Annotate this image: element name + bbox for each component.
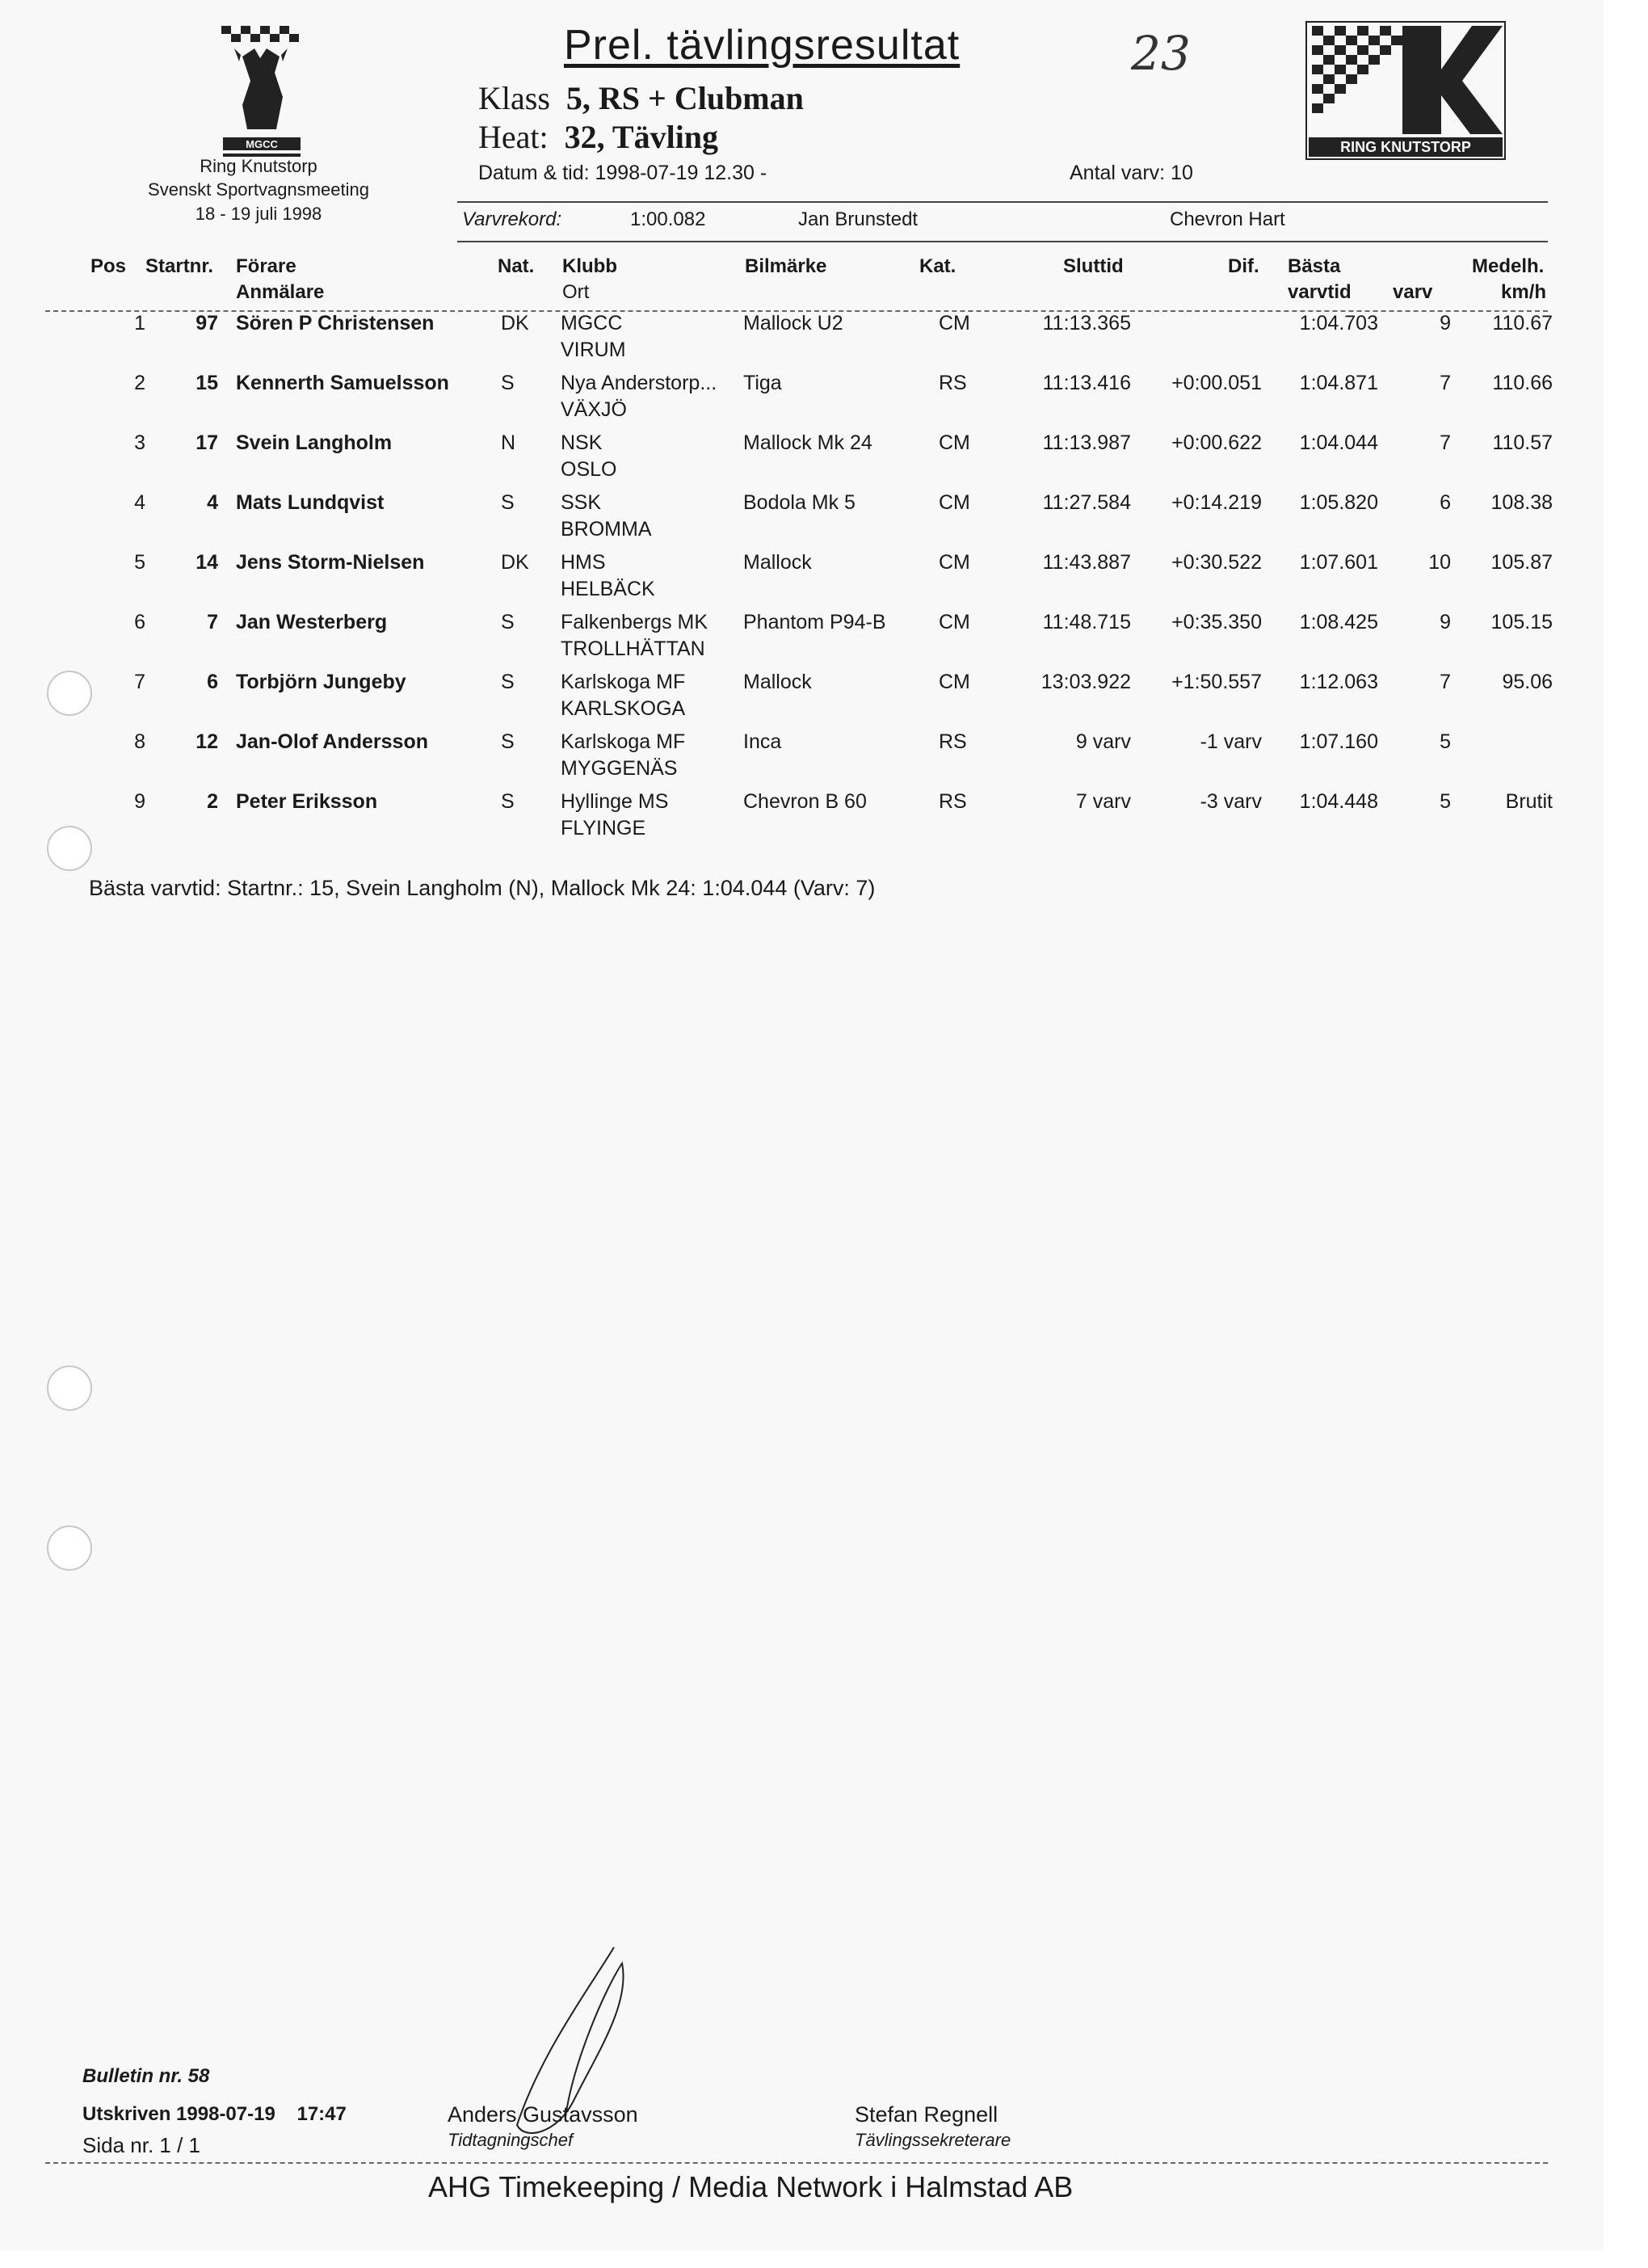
result-avg: 110.57 <box>1492 431 1553 454</box>
punch-hole <box>47 826 92 871</box>
col-nat: Nat. <box>498 255 535 277</box>
result-driver: Jens Storm-Nielsen <box>236 551 425 574</box>
result-finish: 11:13.987 <box>1042 431 1131 454</box>
result-city: OSLO <box>561 458 617 481</box>
result-driver: Jan-Olof Andersson <box>236 730 428 753</box>
heat-label: Heat: <box>478 119 549 155</box>
result-nr: 12 <box>195 730 218 753</box>
result-best: 1:04.871 <box>1299 372 1378 394</box>
result-nat: S <box>501 671 515 693</box>
result-city: FLYINGE <box>561 817 646 839</box>
result-best: 1:05.820 <box>1299 491 1378 514</box>
result-cat: RS <box>939 730 967 753</box>
result-finish: 11:27.584 <box>1042 491 1131 514</box>
signer2-name: Stefan Regnell <box>855 2102 998 2127</box>
divider <box>457 201 1548 203</box>
result-cat: RS <box>939 372 967 394</box>
result-nat: S <box>501 491 515 514</box>
result-nr: 97 <box>195 312 218 335</box>
best-lap-note: Bästa varvtid: Startnr.: 15, Svein Langholm (N), Mallock Mk 24: 1:04.044 (Varv: 7) <box>89 876 876 900</box>
result-pos: 7 <box>134 671 145 693</box>
result-club: MGCC <box>561 312 623 335</box>
lap-record-driver: Jan Brunstedt <box>798 208 919 230</box>
result-nr: 2 <box>207 790 218 813</box>
result-city: TROLLHÄTTAN <box>561 637 705 660</box>
result-pos: 4 <box>134 491 145 514</box>
divider <box>457 241 1548 242</box>
ring-knutstorp-logo-text: RING KNUTSTORP <box>1340 139 1471 155</box>
result-lap: 9 <box>1440 611 1451 633</box>
result-car: Tiga <box>743 372 782 394</box>
result-diff: +0:35.350 <box>1171 611 1262 633</box>
result-diff: -1 varv <box>1200 730 1262 753</box>
col-club: Klubb <box>562 255 617 277</box>
class-label: Klass <box>478 80 550 116</box>
punch-hole <box>47 1525 92 1571</box>
result-finish: 11:13.416 <box>1042 372 1131 394</box>
page-title: Prel. tävlingsresultat <box>564 22 961 69</box>
result-lap: 7 <box>1440 671 1451 693</box>
result-pos: 9 <box>134 790 145 813</box>
col-driver: Förare <box>236 255 296 277</box>
meeting-name: Svenskt Sportvagnsmeeting <box>148 179 369 200</box>
result-club: HMS <box>561 551 606 574</box>
result-cat: CM <box>939 671 970 693</box>
punch-hole <box>47 1365 92 1411</box>
result-lap: 9 <box>1440 312 1451 335</box>
result-driver: Sören P Christensen <box>236 312 435 335</box>
result-driver: Torbjörn Jungeby <box>236 671 406 693</box>
bulletin-number: Bulletin nr. 58 <box>82 2065 210 2087</box>
result-car: Bodola Mk 5 <box>743 491 856 514</box>
col-finish: Sluttid <box>1063 255 1124 277</box>
class-value: 5, RS + Clubman <box>565 80 804 116</box>
result-best: 1:08.425 <box>1299 611 1378 633</box>
result-club: SSK <box>561 491 602 514</box>
result-finish: 11:13.365 <box>1042 312 1131 335</box>
result-cat: CM <box>939 312 970 335</box>
result-avg: 105.15 <box>1490 611 1553 633</box>
result-avg: 110.66 <box>1492 372 1553 394</box>
col-diff: Dif. <box>1228 255 1259 277</box>
result-city: BROMMA <box>561 518 652 541</box>
mgcc-logo-text: MGCC <box>246 138 278 150</box>
result-club: Hyllinge MS <box>561 790 669 813</box>
col-best-sub: varvtid <box>1288 281 1352 303</box>
result-finish: 9 varv <box>1075 730 1131 753</box>
result-avg: 108.38 <box>1490 491 1553 514</box>
result-best: 1:04.448 <box>1299 790 1378 813</box>
result-avg: 105.87 <box>1490 551 1553 574</box>
result-city: KARLSKOGA <box>561 697 686 720</box>
result-car: Mallock U2 <box>743 312 843 335</box>
lap-record-car: Chevron Hart <box>1170 208 1285 230</box>
result-nr: 14 <box>195 551 218 574</box>
mgcc-logo <box>218 24 307 162</box>
result-finish: 11:43.887 <box>1042 551 1131 574</box>
result-cat: CM <box>939 611 970 633</box>
lap-record-label: Varvrekord: <box>462 208 562 230</box>
result-diff: +0:00.622 <box>1171 431 1262 454</box>
result-lap: 5 <box>1440 730 1451 753</box>
result-nr: 6 <box>207 671 218 693</box>
result-diff: -3 varv <box>1200 790 1262 813</box>
result-nat: S <box>501 730 515 753</box>
result-pos: 3 <box>134 431 145 454</box>
result-club: Falkenbergs MK <box>561 611 708 633</box>
result-nr: 15 <box>195 372 218 394</box>
col-best: Bästa <box>1288 255 1341 277</box>
result-car: Mallock <box>743 671 812 693</box>
result-nat: S <box>501 372 515 394</box>
result-club: NSK <box>561 431 603 454</box>
meeting-dates: 18 - 19 juli 1998 <box>195 204 322 224</box>
result-pos: 6 <box>134 611 145 633</box>
col-avg-sub: km/h <box>1501 281 1547 303</box>
result-pos: 5 <box>134 551 145 574</box>
col-pos: Pos <box>90 255 127 277</box>
handwritten-note: 23 <box>1131 26 1191 81</box>
result-avg: Brutit <box>1505 790 1553 813</box>
result-nat: S <box>501 611 515 633</box>
datetime: Datum & tid: 1998-07-19 12.30 - <box>478 162 767 184</box>
result-driver: Svein Langholm <box>236 431 393 454</box>
result-nr: 17 <box>195 431 218 454</box>
result-nat: S <box>501 790 515 813</box>
result-best: 1:07.160 <box>1299 730 1378 753</box>
result-lap: 7 <box>1440 372 1451 394</box>
heat-line <box>478 118 718 156</box>
result-nr: 7 <box>207 611 218 633</box>
result-lap: 5 <box>1440 790 1451 813</box>
result-lap: 10 <box>1428 551 1451 574</box>
result-cat: CM <box>939 491 970 514</box>
result-diff: +0:14.219 <box>1171 491 1262 514</box>
result-car: Inca <box>743 730 782 753</box>
result-pos: 1 <box>134 312 145 335</box>
result-club: Nya Anderstorp... <box>561 372 717 394</box>
result-lap: 6 <box>1440 491 1451 514</box>
lap-count: Antal varv: 10 <box>1070 162 1193 184</box>
result-car: Chevron B 60 <box>743 790 867 813</box>
result-car: Phantom P94-B <box>743 611 886 633</box>
result-best: 1:12.063 <box>1299 671 1378 693</box>
result-nat: DK <box>501 551 529 574</box>
result-club: Karlskoga MF <box>561 730 686 753</box>
result-avg: 95.06 <box>1502 671 1553 693</box>
result-nat: N <box>501 431 516 454</box>
result-driver: Mats Lundqvist <box>236 491 385 514</box>
result-club: Karlskoga MF <box>561 671 686 693</box>
result-driver: Kennerth Samuelsson <box>236 372 449 394</box>
ring-knutstorp-logo <box>1305 21 1506 160</box>
col-city: Ort <box>562 281 590 303</box>
col-entrant: Anmälare <box>236 281 325 303</box>
page-number: Sida nr. 1 / 1 <box>82 2133 200 2157</box>
result-driver: Jan Westerberg <box>236 611 388 633</box>
result-finish: 13:03.922 <box>1041 671 1131 693</box>
col-lap: varv <box>1393 281 1433 303</box>
col-cat: Kat. <box>919 255 956 277</box>
result-car: Mallock <box>743 551 812 574</box>
punch-hole <box>47 671 92 716</box>
class-line <box>478 79 804 117</box>
result-finish: 7 varv <box>1075 790 1131 813</box>
signer2-title: Tävlingssekreterare <box>855 2130 1011 2150</box>
result-city: MYGGENÄS <box>561 757 678 780</box>
result-lap: 7 <box>1440 431 1451 454</box>
result-cat: CM <box>939 551 970 574</box>
result-cat: RS <box>939 790 967 813</box>
result-nat: DK <box>501 312 529 335</box>
result-driver: Peter Eriksson <box>236 790 378 813</box>
col-avg: Medelh. <box>1472 255 1545 277</box>
result-finish: 11:48.715 <box>1042 611 1131 633</box>
result-diff: +0:00.051 <box>1171 372 1262 394</box>
result-best: 1:04.703 <box>1299 312 1378 335</box>
result-avg: 110.67 <box>1492 312 1553 335</box>
company-name: AHG Timekeeping / Media Network i Halmstad AB <box>428 2170 1074 2203</box>
heat-value: 32, Tävling <box>564 119 719 155</box>
result-diff: +1:50.557 <box>1171 671 1262 693</box>
result-pos: 2 <box>134 372 145 394</box>
result-best: 1:07.601 <box>1299 551 1378 574</box>
result-diff: +0:30.522 <box>1171 551 1262 574</box>
col-startnr: Startnr. <box>145 255 214 277</box>
result-car: Mallock Mk 24 <box>743 431 872 454</box>
result-city: HELBÄCK <box>561 578 655 600</box>
footer-divider <box>45 2162 1548 2164</box>
result-pos: 8 <box>134 730 145 753</box>
signer1-title: Tidtagningschef <box>448 2130 574 2150</box>
signer1-name: Anders Gustavsson <box>448 2102 638 2127</box>
col-car: Bilmärke <box>745 255 827 277</box>
result-nr: 4 <box>207 491 218 514</box>
printed-time: Utskriven 1998-07-19 17:47 <box>82 2103 347 2125</box>
lap-record-time: 1:00.082 <box>630 208 706 230</box>
result-city: VÄXJÖ <box>561 398 627 421</box>
result-cat: CM <box>939 431 970 454</box>
result-best: 1:04.044 <box>1299 431 1378 454</box>
result-city: VIRUM <box>561 339 626 361</box>
organizer: Ring Knutstorp <box>200 156 317 176</box>
